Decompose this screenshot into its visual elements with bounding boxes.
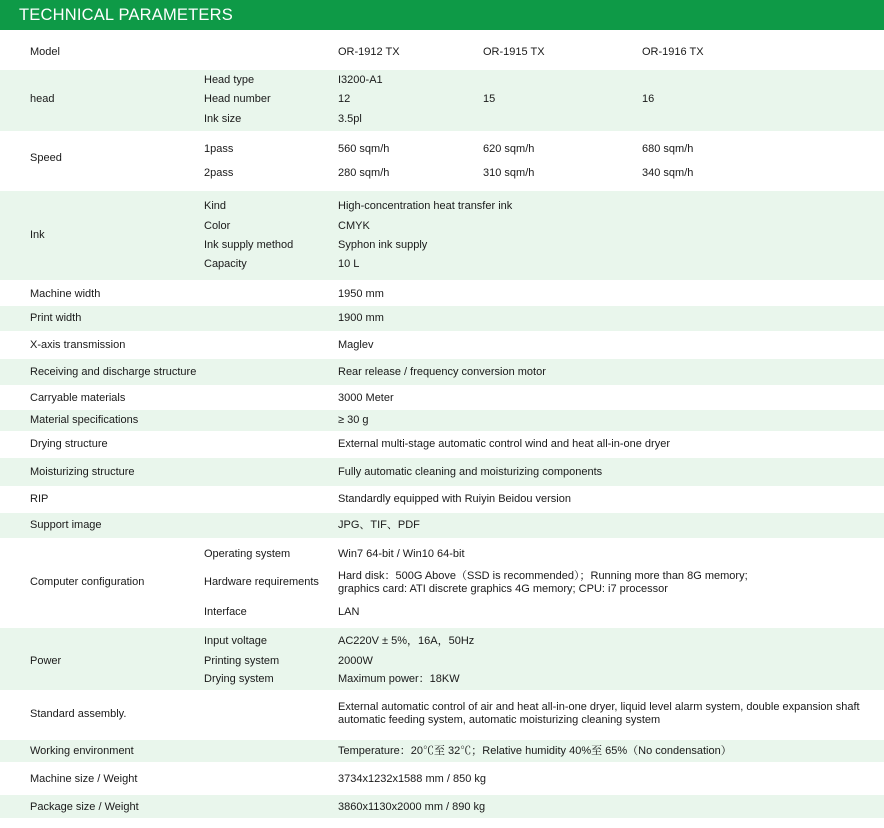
row-label: Working environment (30, 745, 134, 757)
spec-row-speed (0, 131, 884, 191)
sub-label: Color (204, 220, 231, 232)
spec-value: ≥ 30 g (338, 414, 369, 426)
sub-label: Input voltage (204, 635, 267, 647)
sub-label: Kind (204, 200, 227, 212)
spec-value: graphics card: ATI discrete graphics 4G memory; CPU: i7 processor (338, 583, 668, 595)
spec-value: 3000 Meter (338, 392, 394, 404)
spec-value: LAN (338, 606, 360, 618)
sub-label: Head number (204, 93, 271, 105)
spec-value: 560 sqm/h (338, 143, 390, 155)
spec-value: External multi-stage automatic control wind and heat all-in-one dryer (338, 438, 670, 450)
spec-row-head (0, 70, 884, 131)
row-label: Print width (30, 312, 82, 324)
spec-value: 310 sqm/h (483, 167, 535, 179)
row-label: Package size / Weight (30, 801, 139, 813)
spec-value: 1900 mm (338, 312, 384, 324)
spec-row-drying (0, 431, 884, 458)
spec-row-package-size (0, 795, 884, 818)
row-label: Machine width (30, 288, 101, 300)
spec-value: Temperature：20℃至 32℃；Relative humidity 40%至 65%（No condensation） (338, 745, 732, 757)
section-title: TECHNICAL PARAMETERS (19, 6, 233, 24)
spec-value: JPG、TIF、PDF (338, 519, 420, 531)
row-label: head (30, 93, 55, 105)
row-label: Power (30, 655, 62, 667)
spec-value: 2000W (338, 655, 373, 667)
spec-row-power (0, 628, 884, 690)
row-label: Model (30, 46, 60, 58)
sub-label: Ink supply method (204, 239, 294, 251)
row-label: Drying structure (30, 438, 108, 450)
spec-value: I3200-A1 (338, 74, 383, 86)
spec-row-support-image (0, 513, 884, 538)
sub-label: 1pass (204, 143, 234, 155)
spec-row-carryable (0, 385, 884, 410)
spec-row-computer (0, 538, 884, 628)
spec-value: External automatic control of air and heat all-in-one dryer, liquid level alarm system, double expansion shaft (338, 701, 860, 713)
row-label: RIP (30, 493, 49, 505)
spec-value: CMYK (338, 220, 370, 232)
spec-value: Maximum power：18KW (338, 673, 460, 685)
row-label: Ink (30, 229, 45, 241)
spec-value: Maglev (338, 339, 374, 351)
spec-value: 1950 mm (338, 288, 384, 300)
spec-row-receiving (0, 359, 884, 385)
model-name: OR-1912 TX (338, 46, 400, 58)
sub-label: 2pass (204, 167, 234, 179)
spec-row-working-environment (0, 740, 884, 762)
spec-value: Standardly equipped with Ruiyin Beidou version (338, 493, 571, 505)
section-header (0, 0, 884, 30)
row-label: Support image (30, 519, 102, 531)
row-label: Computer configuration (30, 576, 145, 588)
spec-value: Fully automatic cleaning and moisturizing components (338, 466, 603, 478)
spec-value: 3734x1232x1588 mm / 850 kg (338, 773, 486, 785)
row-label: Speed (30, 152, 62, 164)
spec-value: Rear release / frequency conversion motor (338, 366, 546, 378)
spec-value: High-concentration heat transfer ink (338, 200, 513, 212)
sub-label: Capacity (204, 258, 247, 270)
sub-label: Head type (204, 74, 255, 86)
spec-row-ink (0, 191, 884, 280)
spec-row-machine-size (0, 762, 884, 795)
sub-label: Ink size (204, 113, 242, 125)
sub-label: Interface (204, 606, 247, 618)
model-name: OR-1916 TX (642, 46, 704, 58)
spec-value: Win7 64-bit / Win10 64-bit (338, 548, 465, 560)
spec-value: automatic feeding system, automatic moisturizing cleaning system (338, 714, 661, 726)
spec-row-standard-assembly (0, 690, 884, 740)
row-label: Material specifications (30, 414, 139, 426)
model-name: OR-1915 TX (483, 46, 545, 58)
row-label: Standard assembly. (30, 708, 127, 720)
spec-value: 3860x1130x2000 mm / 890 kg (338, 801, 486, 813)
sub-label: Operating system (204, 548, 291, 560)
sub-label: Drying system (204, 673, 274, 685)
spec-row-x-axis (0, 331, 884, 359)
spec-value: 12 (338, 93, 351, 105)
spec-value: Syphon ink supply (338, 239, 428, 251)
row-label: Machine size / Weight (30, 773, 138, 785)
spec-row-rip (0, 486, 884, 513)
spec-value: Hard disk：500G Above（SSD is recommended）；Running more than 8G memory; (338, 570, 748, 582)
spec-row-material (0, 410, 884, 431)
spec-value: 16 (642, 93, 655, 105)
spec-value: 340 sqm/h (642, 167, 694, 179)
spec-value: 280 sqm/h (338, 167, 390, 179)
row-label: Receiving and discharge structure (30, 366, 197, 378)
spec-row-moisturizing (0, 458, 884, 486)
spec-row-machine-width (0, 280, 884, 306)
spec-row-print-width (0, 306, 884, 331)
spec-value: 10 L (338, 258, 360, 270)
spec-value: 620 sqm/h (483, 143, 535, 155)
spec-value: 15 (483, 93, 496, 105)
spec-value: 680 sqm/h (642, 143, 694, 155)
row-label: Moisturizing structure (30, 466, 135, 478)
spec-row-model (0, 30, 884, 70)
row-label: X-axis transmission (30, 339, 126, 351)
sub-label: Printing system (204, 655, 280, 667)
row-label: Carryable materials (30, 392, 126, 404)
sub-label: Hardware requirements (204, 576, 319, 588)
spec-value: 3.5pl (338, 113, 362, 125)
spec-value: AC220V ± 5%，16A，50Hz (338, 635, 475, 647)
